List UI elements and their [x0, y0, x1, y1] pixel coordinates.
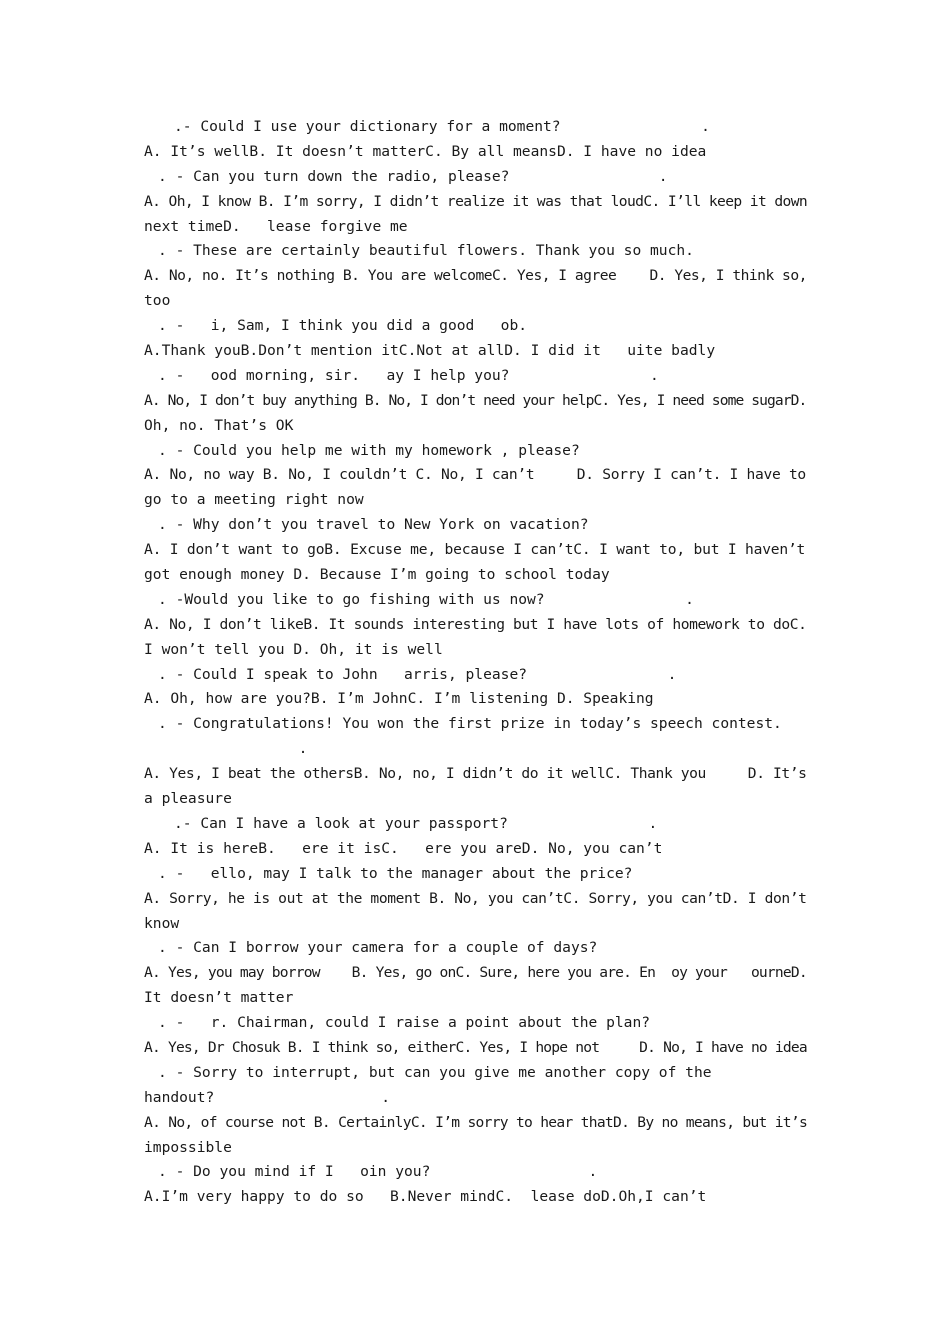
question-line: . - Sorry to interrupt, but can you give me another copy of the: [158, 1063, 712, 1081]
continuation-line: a pleasure: [144, 790, 232, 808]
question-line: . - r. Chairman, could I raise a point about the plan?: [158, 1014, 651, 1032]
answer-options-line: A. Yes, Dr Chosuk B. I think so, eitherC. Yes, I hope not D. No, I have no idea: [144, 1038, 807, 1056]
continuation-line: too: [144, 292, 171, 310]
question-line: . - ello, may I talk to the manager about the price?: [158, 864, 633, 882]
continuation-line: I won’t tell you D. Oh, it is well: [144, 640, 443, 658]
continuation-line: handout? .: [144, 1088, 391, 1106]
question-line: . - Can I borrow your camera for a couple of days?: [158, 939, 598, 957]
answer-options-line: A. It’s wellB. It doesn’t matterC. By all meansD. I have no idea: [144, 142, 707, 160]
question-line: . - These are certainly beautiful flowers. Thank you so much.: [158, 242, 694, 260]
answer-options-line: A. Sorry, he is out at the moment B. No, you can’tC. Sorry, you can’tD. I don’t: [144, 889, 807, 907]
answer-options-line: A.Thank youB.Don’t mention itC.Not at allD. I did it uite badly: [144, 342, 716, 360]
question-line: . -Would you like to go fishing with us now? .: [158, 590, 694, 608]
answer-options-line: A. Oh, how are you?B. I’m JohnC. I’m listening D. Speaking: [144, 690, 654, 708]
continuation-line: It doesn’t matter: [144, 989, 294, 1007]
question-line: . - Could you help me with my homework , please?: [158, 441, 580, 459]
answer-blank-line: .: [158, 740, 308, 758]
answer-options-line: A. No, no. It’s nothing B. You are welcomeC. Yes, I agree D. Yes, I think so,: [144, 267, 807, 285]
answer-options-line: A. Yes, you may borrow B. Yes, go onC. Sure, here you are. En oy your ourneD.: [144, 964, 807, 982]
answer-options-line: A. No, no way B. No, I couldn’t C. No, I can’t D. Sorry I can’t. I have to: [144, 466, 806, 484]
continuation-line: know: [144, 914, 180, 932]
answer-options-line: A.I’m very happy to do so B.Never mindC. lease doD.Oh,I can’t: [144, 1188, 707, 1206]
question-line: . - Can you turn down the radio, please? .: [158, 167, 668, 185]
answer-options-line: A. No, I don’t likeB. It sounds interesting but I have lots of homework to doC.: [144, 615, 807, 633]
exercise-text: [144, 115, 808, 1210]
continuation-line: impossible: [144, 1138, 232, 1156]
question-line: . - Do you mind if I oin you? .: [158, 1163, 598, 1181]
continuation-line: go to a meeting right now: [144, 491, 364, 509]
question-line: . - Could I speak to John arris, please? .: [158, 665, 677, 683]
answer-options-line: A. No, I don’t buy anything B. No, I don’t need your helpC. Yes, I need some sugarD.: [144, 391, 807, 409]
question-line: .- Could I use your dictionary for a moment? .: [174, 118, 710, 135]
answer-options-line: A. It is hereB. ere it isC. ere you areD. No, you can’t: [144, 839, 663, 857]
answer-options-line: A. Yes, I beat the othersB. No, no, I didn’t do it wellC. Thank you D. It’s: [144, 765, 807, 783]
question-line: . - i, Sam, I think you did a good ob.: [158, 317, 528, 335]
question-line: . - Why don’t you travel to New York on vacation?: [158, 516, 589, 534]
continuation-line: Oh, no. That’s OK: [144, 416, 294, 434]
continuation-line: got enough money D. Because I’m going to school today: [144, 566, 610, 584]
answer-options-line: A. I don’t want to goB. Excuse me, because I can’tC. I want to, but I haven’t: [144, 541, 806, 559]
answer-options-line: A. No, of course not B. CertainlyC. I’m sorry to hear thatD. By no means, but it’s: [144, 1113, 808, 1131]
question-line: .- Can I have a look at your passport? .: [174, 814, 658, 832]
question-line: . - ood morning, sir. ay I help you? .: [158, 366, 659, 384]
continuation-line: next timeD. lease forgive me: [144, 217, 408, 235]
answer-options-line: A. Oh, I know B. I’m sorry, I didn’t realize it was that loudC. I’ll keep it down: [144, 192, 808, 210]
question-line: . - Congratulations! You won the first prize in today’s speech contest.: [158, 715, 782, 733]
